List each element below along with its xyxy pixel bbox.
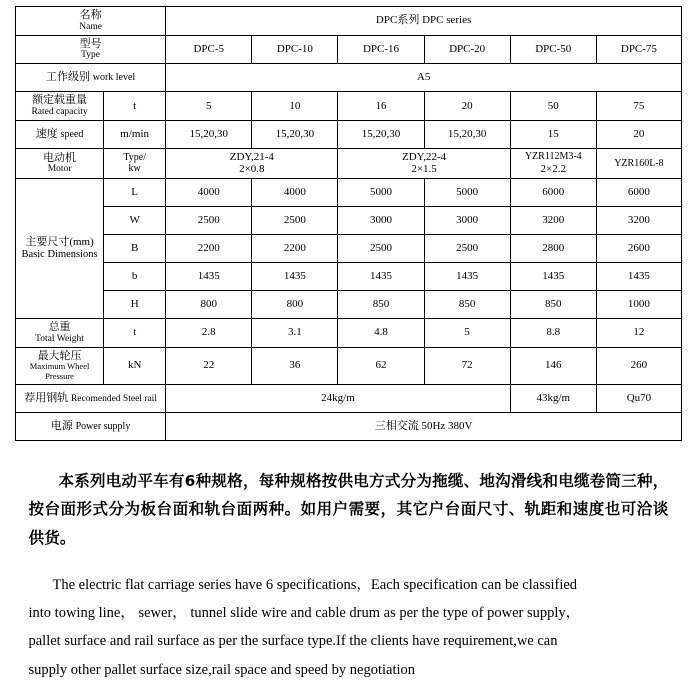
cell-unit-total-weight: t [104, 318, 166, 347]
table-row [16, 290, 682, 318]
cell-capacity-6: 75 [596, 92, 681, 121]
cell-speed-2: 15,20,30 [252, 120, 338, 148]
cell-unit-speed: m/min [104, 120, 166, 148]
cell-rail-2: 43kg/m [510, 384, 596, 412]
cell-unit-wheel-pressure: kN [104, 347, 166, 384]
cell-type-5: DPC-50 [510, 35, 596, 64]
cell-w-2: 2500 [252, 206, 338, 234]
cell-l-2: 4000 [252, 178, 338, 206]
cell-weight-3: 4.8 [338, 318, 424, 347]
row-label-speed: 速度 speed [16, 120, 104, 148]
cell-weight-6: 12 [596, 318, 681, 347]
english-line-1: The electric flat carriage series have 6 specifications，Each specification can be classified [52, 576, 578, 593]
cell-speed-6: 20 [596, 120, 681, 148]
cell-h-6: 1000 [596, 290, 681, 318]
cell-unit-rated-capacity: t [104, 92, 166, 121]
cell-unit-motor: Type/ kw [104, 148, 166, 178]
cell-speed-3: 15,20,30 [338, 120, 424, 148]
cell-l-6: 6000 [596, 178, 681, 206]
row-label-total-weight: 总重 Total Weight [16, 318, 104, 347]
cell-pressure-3: 62 [338, 347, 424, 384]
specification-table [15, 6, 682, 441]
english-paragraph [29, 571, 669, 684]
table-row [16, 64, 682, 92]
cell-blower-2: 1435 [252, 262, 338, 290]
cell-type-1: DPC-5 [166, 35, 252, 64]
chinese-paragraph: 本系列电动平车有6种规格，每种规格按供电方式分为拖缆、地沟滑线和电缆卷筒三种，按台面形式分为板台面和轨台面两种。如用户需要，其它户台面尺寸、轨距和速度也可洽谈供货。 [28, 471, 669, 548]
description-block [29, 467, 669, 684]
cell-l-3: 5000 [338, 178, 424, 206]
cell-name-value: DPC系列 DPC series [166, 7, 682, 36]
table-row [16, 262, 682, 290]
table-row [16, 35, 682, 64]
cell-dim-symbol-w: W [104, 206, 166, 234]
table-row [16, 412, 682, 440]
table-row [16, 7, 682, 36]
cell-pressure-6: 260 [596, 347, 681, 384]
cell-blower-4: 1435 [424, 262, 510, 290]
cell-dim-symbol-b-lower: b [104, 262, 166, 290]
row-label-steel-rail: 荐用钢轨 Recomended Steel rail [16, 384, 166, 412]
cell-weight-2: 3.1 [252, 318, 338, 347]
table-row [16, 178, 682, 206]
cell-w-1: 2500 [166, 206, 252, 234]
table-row [16, 92, 682, 121]
table-row [16, 318, 682, 347]
cell-pressure-5: 146 [510, 347, 596, 384]
cell-h-4: 850 [424, 290, 510, 318]
row-label-work-level: 工作级别 work level [16, 64, 166, 92]
cell-w-4: 3000 [424, 206, 510, 234]
table-row [16, 347, 682, 384]
cell-dim-symbol-h: H [104, 290, 166, 318]
table-row [16, 234, 682, 262]
row-label-type: 型号 Type [16, 35, 166, 64]
cell-rail-1: 24kg/m [166, 384, 511, 412]
cell-bupper-5: 2800 [510, 234, 596, 262]
cell-type-3: DPC-16 [338, 35, 424, 64]
cell-h-5: 850 [510, 290, 596, 318]
cell-l-4: 5000 [424, 178, 510, 206]
row-label-power-supply: 电源 Power supply [16, 412, 166, 440]
cell-work-level-value: A5 [166, 64, 682, 92]
english-line-3: pallet surface and rail surface as per the surface type.If the clients have requirement,we can [28, 633, 558, 650]
cell-h-2: 800 [252, 290, 338, 318]
cell-blower-1: 1435 [166, 262, 252, 290]
table-row [16, 384, 682, 412]
cell-rail-3: Qu70 [596, 384, 681, 412]
row-label-basic-dimensions: 主要尺寸(mm) Basic Dimensions [16, 178, 104, 318]
row-label-motor: 电动机 Motor [16, 148, 104, 178]
cell-bupper-2: 2200 [252, 234, 338, 262]
cell-pressure-2: 36 [252, 347, 338, 384]
cell-pressure-1: 22 [166, 347, 252, 384]
english-line-2: into towing line， sewer， tunnel slide wire and cable drum as per the type of power supply， [28, 604, 581, 621]
cell-motor-3: YZR112M3-4 2×2.2 [510, 148, 596, 178]
cell-bupper-4: 2500 [424, 234, 510, 262]
english-line-4: supply other pallet surface size,rail space and speed by negotiation [28, 661, 416, 678]
cell-motor-2: ZDY,22-4 2×1.5 [338, 148, 510, 178]
row-label-name: 名称 Name [16, 7, 166, 36]
cell-bupper-1: 2200 [166, 234, 252, 262]
cell-capacity-1: 5 [166, 92, 252, 121]
cell-power-supply-value: 三相交流 50Hz 380V [166, 412, 682, 440]
cell-dim-symbol-b-upper: B [104, 234, 166, 262]
cell-type-4: DPC-20 [424, 35, 510, 64]
table-row [16, 206, 682, 234]
row-label-max-wheel-pressure: 最大轮压 Maximum Wheel Pressure [16, 347, 104, 384]
cell-type-2: DPC-10 [252, 35, 338, 64]
cell-l-5: 6000 [510, 178, 596, 206]
cell-w-5: 3200 [510, 206, 596, 234]
cell-pressure-4: 72 [424, 347, 510, 384]
cell-capacity-3: 16 [338, 92, 424, 121]
cell-speed-4: 15,20,30 [424, 120, 510, 148]
cell-speed-1: 15,20,30 [166, 120, 252, 148]
cell-capacity-4: 20 [424, 92, 510, 121]
cell-speed-5: 15 [510, 120, 596, 148]
document-page [0, 6, 697, 686]
cell-blower-5: 1435 [510, 262, 596, 290]
cell-capacity-5: 50 [510, 92, 596, 121]
cell-weight-4: 5 [424, 318, 510, 347]
table-row [16, 148, 682, 178]
row-label-rated-capacity: 额定载重量 Rated capacity [16, 92, 104, 121]
cell-weight-5: 8.8 [510, 318, 596, 347]
cell-blower-6: 1435 [596, 262, 681, 290]
cell-type-6: DPC-75 [596, 35, 681, 64]
cell-h-3: 850 [338, 290, 424, 318]
cell-motor-4: YZR160L-8 [596, 148, 681, 178]
cell-motor-1: ZDY,21-4 2×0.8 [166, 148, 338, 178]
cell-capacity-2: 10 [252, 92, 338, 121]
cell-l-1: 4000 [166, 178, 252, 206]
cell-w-6: 3200 [596, 206, 681, 234]
cell-bupper-3: 2500 [338, 234, 424, 262]
cell-h-1: 800 [166, 290, 252, 318]
cell-dim-symbol-l: L [104, 178, 166, 206]
cell-weight-1: 2.8 [166, 318, 252, 347]
cell-blower-3: 1435 [338, 262, 424, 290]
cell-bupper-6: 2600 [596, 234, 681, 262]
table-row [16, 120, 682, 148]
cell-w-3: 3000 [338, 206, 424, 234]
